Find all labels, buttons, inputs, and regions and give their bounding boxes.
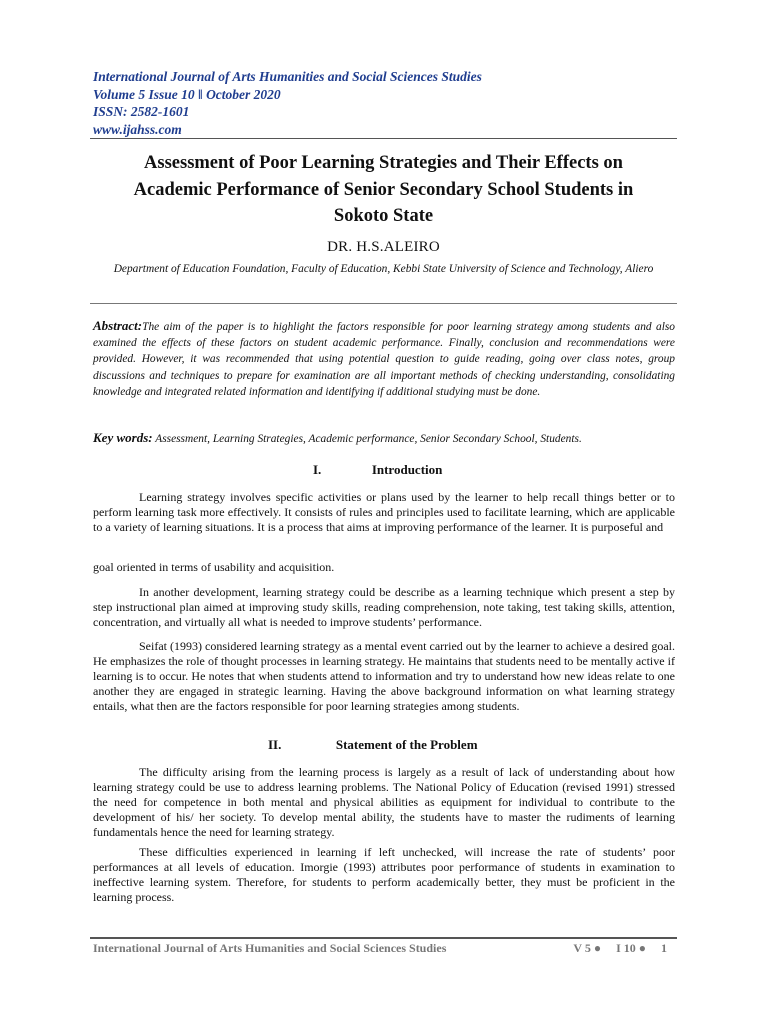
- footer-page-info: V 5 ● I 10 ● 1: [573, 941, 667, 955]
- problem-paragraph-2: These difficulties experienced in learning if left unchecked, will increase the rate of students’ poor performances at all levels of education. Imorgie (1993) attributes poor performance of students in examination to ineffective learning system. Therefore, for students to perform academically better, they must be proficient in the learning process.: [93, 845, 675, 904]
- keywords-label: Key words:: [93, 430, 153, 445]
- abstract-divider: [90, 303, 677, 304]
- intro-paragraph-1: Learning strategy involves specific activities or plans used by the learner to help recall things better or to perform learning task more effectively. It consists of rules and principles used to facilitate learning, which are applicable to a variety of learning situations. It is a process that aims at improving performance of the learner. It is purposeful and: [93, 490, 675, 534]
- section-heading-introduction: [313, 462, 442, 478]
- header-divider: [90, 138, 677, 139]
- author-name: DR. H.S.ALEIRO: [327, 239, 440, 255]
- intro-paragraph-3: In another development, learning strategy could be describe as a learning technique which present a step by step instructional plan aimed at improving study skills, reading comprehension, note taking, test taking skills, attention, concentration, and virtually all what is needed to improve students’ performance.: [93, 585, 675, 629]
- page-footer: [93, 941, 675, 959]
- journal-website-link[interactable]: www.ijahss.com: [93, 121, 182, 137]
- abstract: [93, 318, 675, 400]
- intro-paragraph-2: goal oriented in terms of usability and acquisition.: [93, 560, 335, 574]
- abstract-label: Abstract:: [93, 318, 143, 333]
- paper-title: [90, 150, 677, 230]
- volume-issue: Volume 5 Issue 10 ǁ October 2020: [93, 86, 281, 102]
- section-number: II.: [268, 737, 282, 752]
- section-title: Statement of the Problem: [335, 737, 478, 752]
- footer-divider: [90, 937, 677, 939]
- section-title: Introduction: [371, 462, 443, 477]
- abstract-text: The aim of the paper is to highlight the factors responsible for poor learning strategy among students and also examined the effects of these factors on student academic performance. Finally, conclusion and recommendations were provided. However, it was recommended that using potential question to guide reading, going over class notes, group discussions and techniques to prepare for examination are all important methods of checking understanding, consolidating knowledge and integrated related information and identifying if additional studying must be done.: [93, 321, 675, 398]
- section-heading-problem-statement: [268, 737, 478, 753]
- problem-paragraph-1: The difficulty arising from the learning process is largely as a result of lack of understanding about how learning strategy could be use to address learning problems. The National Policy of Education (revised 1991) stressed the need for competence in both mental and physical abilities as equipment for individual to contribute to the development of his/ her society. To develop mental ability, the students have to master the rudiments of learning fundamentals hence the need for learning strategy.: [93, 765, 675, 839]
- intro-paragraph-4: Seifat (1993) considered learning strategy as a mental event carried out by the learner to achieve a desired goal. He emphasizes the role of thought processes in learning strategy. He maintains that students need to be mentally active if learning is to occur. He notes that when students attend to information and try to understand how new ideas relate to one another they are engaged in strategic learning. Having the above background information on what learning strategy entails, what then are the factors responsible for poor learning strategies among students.: [93, 639, 675, 713]
- title-line-2: Academic Performance of Senior Secondary School Students in: [133, 179, 634, 200]
- journal-header: [93, 68, 673, 138]
- keywords: [93, 430, 675, 447]
- section-number: I.: [313, 462, 322, 477]
- title-line-1: Assessment of Poor Learning Strategies and Their Effects on: [144, 153, 623, 173]
- author-affiliation: Department of Education Foundation, Faculty of Education, Kebbi State University of Science and Technology, Aliero: [113, 263, 654, 275]
- footer-journal-name: International Journal of Arts Humanities and Social Sciences Studies: [93, 941, 447, 955]
- keywords-text: Assessment, Learning Strategies, Academic performance, Senior Secondary School, Students.: [155, 433, 582, 445]
- issn: ISSN: 2582-1601: [93, 104, 190, 119]
- title-line-3: Sokoto State: [333, 206, 434, 226]
- journal-name: International Journal of Arts Humanities and Social Sciences Studies: [93, 69, 482, 84]
